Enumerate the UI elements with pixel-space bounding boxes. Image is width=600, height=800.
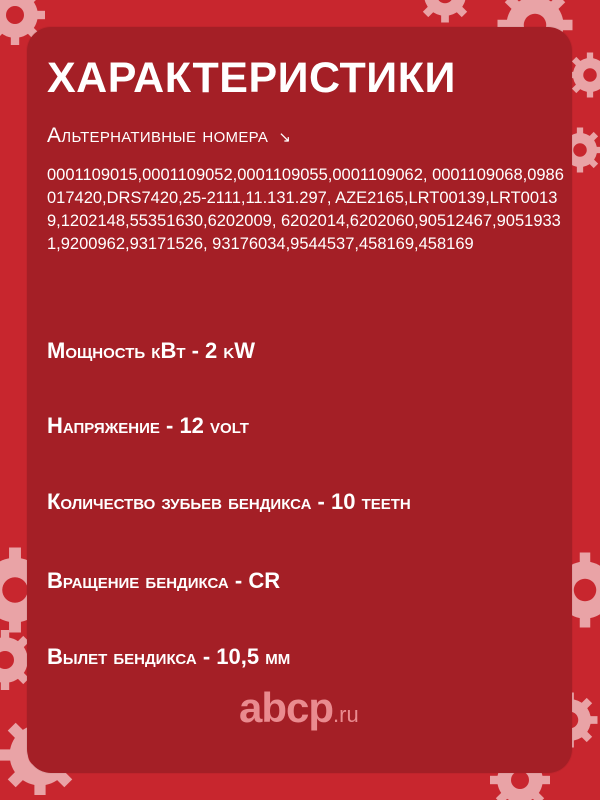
alt-numbers-heading xyxy=(47,123,291,151)
logo-tld: .ru xyxy=(333,702,359,727)
abcp-logo xyxy=(239,684,359,732)
spec-bendix-offset: Вылет бендикса - 10,5 мм xyxy=(47,644,291,669)
spec-rotation: Вращение бендикса - CR xyxy=(47,568,281,593)
alt-numbers-list: 0001109015,0001109052,0001109055,0001109062, 0001109068,0986017420,DRS7420,25-2111,11.131.297, AZE2165,LRT00139,LRT00139,1202148,55351630,6202009, 6202014,6202060,90512467,90519331,9200962,93171526, 93176034,9544537,458169,458169 xyxy=(47,166,564,253)
page-title: ХАРАКТЕРИСТИКИ xyxy=(47,54,456,102)
gear-icon xyxy=(418,0,473,23)
logo-name: abcp xyxy=(239,684,334,731)
arrow-down-right-icon: ↘ xyxy=(278,129,292,146)
gear-icon xyxy=(568,53,600,98)
alt-numbers-heading-label: Альтернативные номера xyxy=(47,124,269,147)
spec-teeth-count: Количество зубьев бендикса - 10 teeth xyxy=(47,489,411,514)
specs-card xyxy=(27,27,572,773)
spec-power: Мощность кВт - 2 kW xyxy=(47,338,255,363)
spec-voltage: Напряжение - 12 volt xyxy=(47,413,249,438)
